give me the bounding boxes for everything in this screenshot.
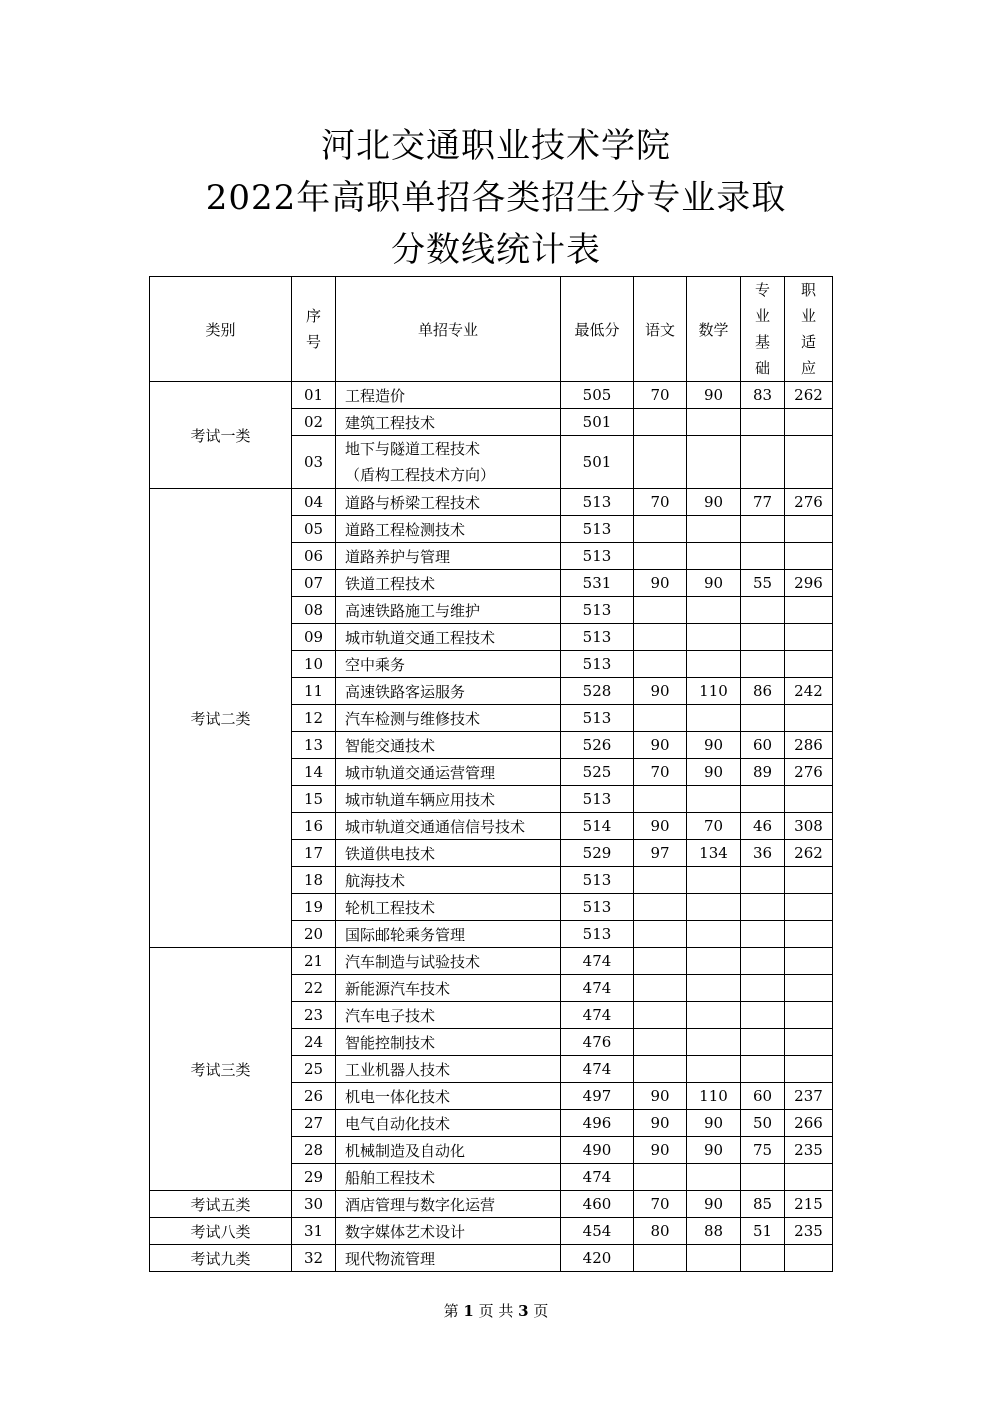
cell-major: [336, 436, 561, 489]
cell-min-score: 497: [561, 1083, 634, 1110]
cell-vocational: 266: [785, 1110, 833, 1137]
cell-chinese: [634, 1056, 687, 1083]
cell-min-score: 526: [561, 732, 634, 759]
cell-seq: 30: [292, 1191, 336, 1218]
cell-seq: 05: [292, 516, 336, 543]
header-prof-basic-char: 基: [754, 333, 770, 351]
cell-chinese: [634, 1029, 687, 1056]
table-row: [150, 1218, 833, 1245]
cell-seq: 14: [292, 759, 336, 786]
cell-major: [336, 382, 561, 409]
cell-seq: 31: [292, 1218, 336, 1245]
cell-min-score: 420: [561, 1245, 634, 1272]
cell-min-score: 501: [561, 436, 634, 489]
header-vocational-char: 适: [800, 333, 816, 351]
cell-vocational: [785, 651, 833, 678]
cell-major: [336, 813, 561, 840]
cell-chinese: 90: [634, 732, 687, 759]
major-line: 建筑工程技术: [345, 413, 436, 432]
cell-seq: 08: [292, 597, 336, 624]
major-line: （盾构工程技术方向）: [345, 466, 496, 484]
cell-seq: 22: [292, 975, 336, 1002]
cell-min-score: 501: [561, 409, 634, 436]
cell-seq: 02: [292, 409, 336, 436]
cell-math: 134: [687, 840, 741, 867]
cell-prof-basic: [741, 1164, 785, 1191]
cell-math: [687, 894, 741, 921]
major-line: 汽车制造与试验技术: [345, 952, 481, 971]
cell-min-score: 513: [561, 894, 634, 921]
major-line: 现代物流管理: [345, 1249, 436, 1268]
cell-seq: 04: [292, 489, 336, 516]
cell-math: 90: [687, 732, 741, 759]
header-vocational-char: 职: [800, 281, 816, 299]
cell-vocational: 276: [785, 489, 833, 516]
cell-prof-basic: [741, 975, 785, 1002]
cell-min-score: 513: [561, 705, 634, 732]
cell-chinese: [634, 867, 687, 894]
cell-vocational: 242: [785, 678, 833, 705]
cell-seq: 06: [292, 543, 336, 570]
major-line: 机电一体化技术: [345, 1087, 451, 1106]
cell-vocational: [785, 1029, 833, 1056]
cell-seq: 32: [292, 1245, 336, 1272]
cell-math: [687, 867, 741, 894]
cell-seq: 03: [292, 436, 336, 489]
cell-math: 90: [687, 759, 741, 786]
cell-prof-basic: [741, 1245, 785, 1272]
header-vocational: [785, 277, 833, 382]
cell-math: [687, 624, 741, 651]
cell-major: [336, 1191, 561, 1218]
cell-prof-basic: 36: [741, 840, 785, 867]
cell-chinese: [634, 1245, 687, 1272]
cell-math: 70: [687, 813, 741, 840]
cell-min-score: 513: [561, 597, 634, 624]
cell-seq: 23: [292, 1002, 336, 1029]
cell-vocational: [785, 786, 833, 813]
cell-chinese: [634, 436, 687, 489]
table-row: [150, 382, 833, 409]
cell-prof-basic: [741, 786, 785, 813]
cell-prof-basic: [741, 1002, 785, 1029]
title-line-1: 河北交通职业技术学院: [321, 126, 671, 166]
header-row: [150, 277, 833, 382]
cell-category: 考试三类: [150, 948, 292, 1191]
cell-vocational: [785, 516, 833, 543]
cell-chinese: [634, 516, 687, 543]
cell-math: 90: [687, 1137, 741, 1164]
cell-min-score: 476: [561, 1029, 634, 1056]
major-line: 工业机器人技术: [345, 1060, 451, 1079]
cell-major: [336, 1002, 561, 1029]
cell-major: [336, 651, 561, 678]
cell-vocational: [785, 624, 833, 651]
cell-chinese: [634, 894, 687, 921]
cell-vocational: [785, 894, 833, 921]
cell-vocational: [785, 1164, 833, 1191]
cell-seq: 16: [292, 813, 336, 840]
cell-major: [336, 975, 561, 1002]
cell-math: 90: [687, 1191, 741, 1218]
cell-major: [336, 597, 561, 624]
cell-chinese: [634, 921, 687, 948]
cell-major: [336, 1218, 561, 1245]
major-line: 工程造价: [345, 386, 406, 405]
cell-prof-basic: [741, 516, 785, 543]
cell-chinese: [634, 651, 687, 678]
cell-seq: 09: [292, 624, 336, 651]
major-line: 电气自动化技术: [345, 1114, 451, 1133]
cell-prof-basic: [741, 597, 785, 624]
cell-seq: 27: [292, 1110, 336, 1137]
cell-major: [336, 489, 561, 516]
cell-major: [336, 1056, 561, 1083]
cell-chinese: [634, 948, 687, 975]
cell-major: [336, 705, 561, 732]
cell-major: [336, 570, 561, 597]
cell-math: [687, 516, 741, 543]
cell-math: [687, 597, 741, 624]
cell-major: [336, 786, 561, 813]
header-major: 单招专业: [336, 277, 561, 382]
major-line: 道路工程检测技术: [345, 520, 466, 539]
cell-seq: 12: [292, 705, 336, 732]
cell-seq: 10: [292, 651, 336, 678]
cell-math: [687, 1245, 741, 1272]
major-line: 国际邮轮乘务管理: [345, 925, 466, 944]
cell-prof-basic: [741, 948, 785, 975]
major-line: 城市轨道车辆应用技术: [345, 790, 496, 809]
header-vocational-char: 应: [800, 359, 816, 377]
cell-prof-basic: [741, 409, 785, 436]
cell-vocational: [785, 1245, 833, 1272]
cell-vocational: [785, 1002, 833, 1029]
cell-vocational: [785, 975, 833, 1002]
cell-prof-basic: 60: [741, 1083, 785, 1110]
cell-min-score: 474: [561, 975, 634, 1002]
cell-min-score: 460: [561, 1191, 634, 1218]
cell-major: [336, 1164, 561, 1191]
cell-major: [336, 678, 561, 705]
cell-min-score: 525: [561, 759, 634, 786]
header-chinese: 语文: [634, 277, 687, 382]
cell-chinese: [634, 786, 687, 813]
cell-vocational: [785, 409, 833, 436]
header-seq: [292, 277, 336, 382]
cell-min-score: 514: [561, 813, 634, 840]
header-seq-char: 号: [305, 333, 321, 351]
cell-prof-basic: 60: [741, 732, 785, 759]
cell-math: [687, 786, 741, 813]
cell-math: [687, 1056, 741, 1083]
cell-math: 90: [687, 570, 741, 597]
cell-chinese: [634, 409, 687, 436]
cell-prof-basic: 86: [741, 678, 785, 705]
cell-math: [687, 543, 741, 570]
cell-chinese: 70: [634, 1191, 687, 1218]
cell-min-score: 513: [561, 786, 634, 813]
cell-chinese: 80: [634, 1218, 687, 1245]
cell-min-score: 529: [561, 840, 634, 867]
cell-prof-basic: [741, 705, 785, 732]
major-line: 城市轨道交通工程技术: [345, 628, 496, 647]
major-line: 道路与桥梁工程技术: [345, 493, 481, 512]
cell-seq: 01: [292, 382, 336, 409]
cell-major: [336, 840, 561, 867]
cell-vocational: [785, 705, 833, 732]
cell-chinese: [634, 975, 687, 1002]
cell-min-score: 513: [561, 867, 634, 894]
cell-chinese: 90: [634, 1083, 687, 1110]
table-body: [150, 382, 833, 1272]
cell-seq: 18: [292, 867, 336, 894]
cell-chinese: [634, 624, 687, 651]
cell-prof-basic: 51: [741, 1218, 785, 1245]
cell-major: [336, 624, 561, 651]
cell-category: 考试八类: [150, 1218, 292, 1245]
header-seq-char: 序: [305, 307, 321, 325]
cell-major: [336, 1029, 561, 1056]
major-line: 数字媒体艺术设计: [345, 1222, 466, 1241]
cell-min-score: 474: [561, 1164, 634, 1191]
major-line: 航海技术: [345, 871, 406, 890]
cell-category: 考试一类: [150, 382, 292, 489]
cell-major: [336, 409, 561, 436]
cell-category: 考试二类: [150, 489, 292, 948]
header-prof-basic: [741, 277, 785, 382]
header-category: 类别: [150, 277, 292, 382]
cell-min-score: 513: [561, 624, 634, 651]
footer-prefix: 第: [443, 1302, 459, 1320]
cell-min-score: 496: [561, 1110, 634, 1137]
cell-seq: 07: [292, 570, 336, 597]
table-row: [150, 948, 833, 975]
cell-seq: 29: [292, 1164, 336, 1191]
cell-seq: 13: [292, 732, 336, 759]
major-line: 空中乘务: [345, 655, 406, 674]
cell-category: 考试五类: [150, 1191, 292, 1218]
cell-min-score: 454: [561, 1218, 634, 1245]
cell-min-score: 490: [561, 1137, 634, 1164]
cell-chinese: 70: [634, 382, 687, 409]
cell-major: [336, 516, 561, 543]
major-line: 机械制造及自动化: [345, 1141, 466, 1160]
cell-seq: 24: [292, 1029, 336, 1056]
cell-chinese: [634, 705, 687, 732]
footer-page-number: 1: [463, 1302, 474, 1320]
cell-vocational: 235: [785, 1137, 833, 1164]
cell-seq: 17: [292, 840, 336, 867]
cell-min-score: 474: [561, 1002, 634, 1029]
cell-chinese: [634, 597, 687, 624]
cell-prof-basic: [741, 651, 785, 678]
cell-math: 88: [687, 1218, 741, 1245]
major-line: 新能源汽车技术: [345, 979, 451, 998]
cell-min-score: 531: [561, 570, 634, 597]
cell-major: [336, 1245, 561, 1272]
cell-seq: 15: [292, 786, 336, 813]
cell-math: [687, 948, 741, 975]
cell-prof-basic: [741, 1056, 785, 1083]
header-vocational-char: 业: [800, 307, 816, 325]
major-line: 城市轨道交通运营管理: [345, 763, 496, 782]
major-line: 汽车电子技术: [345, 1006, 436, 1025]
cell-chinese: [634, 1002, 687, 1029]
major-line: 铁道工程技术: [345, 574, 436, 593]
cell-vocational: [785, 436, 833, 489]
cell-prof-basic: [741, 543, 785, 570]
cell-chinese: 90: [634, 1110, 687, 1137]
major-line: 道路养护与管理: [345, 547, 451, 566]
cell-math: [687, 705, 741, 732]
cell-prof-basic: 75: [741, 1137, 785, 1164]
cell-vocational: [785, 948, 833, 975]
table-row: [150, 489, 833, 516]
cell-chinese: 90: [634, 570, 687, 597]
header-prof-basic-char: 业: [754, 307, 770, 325]
cell-chinese: 90: [634, 813, 687, 840]
cell-prof-basic: [741, 624, 785, 651]
cell-seq: 25: [292, 1056, 336, 1083]
cell-vocational: 276: [785, 759, 833, 786]
cell-vocational: 296: [785, 570, 833, 597]
cell-vocational: [785, 867, 833, 894]
cell-seq: 11: [292, 678, 336, 705]
page-footer: [0, 1300, 992, 1321]
cell-major: [336, 1110, 561, 1137]
major-line: 汽车检测与维修技术: [345, 709, 481, 728]
cell-prof-basic: [741, 921, 785, 948]
cell-vocational: 237: [785, 1083, 833, 1110]
cell-major: [336, 1137, 561, 1164]
cell-prof-basic: 46: [741, 813, 785, 840]
cell-prof-basic: 55: [741, 570, 785, 597]
cell-chinese: [634, 1164, 687, 1191]
cell-prof-basic: 89: [741, 759, 785, 786]
cell-prof-basic: [741, 436, 785, 489]
major-line: 酒店管理与数字化运营: [345, 1195, 496, 1214]
cell-math: [687, 1002, 741, 1029]
cell-vocational: [785, 597, 833, 624]
cell-math: [687, 651, 741, 678]
cell-vocational: [785, 1056, 833, 1083]
cell-min-score: 474: [561, 1056, 634, 1083]
cell-math: [687, 436, 741, 489]
cell-major: [336, 948, 561, 975]
cell-chinese: 90: [634, 678, 687, 705]
cell-min-score: 513: [561, 516, 634, 543]
cell-vocational: 262: [785, 840, 833, 867]
cell-vocational: 286: [785, 732, 833, 759]
cell-min-score: 474: [561, 948, 634, 975]
cell-chinese: 70: [634, 489, 687, 516]
title-line-2: 2022年高职单招各类招生分专业录取: [205, 178, 787, 218]
cell-min-score: 505: [561, 382, 634, 409]
cell-seq: 19: [292, 894, 336, 921]
cell-prof-basic: [741, 1029, 785, 1056]
cell-min-score: 513: [561, 543, 634, 570]
cell-math: 110: [687, 678, 741, 705]
cell-prof-basic: [741, 894, 785, 921]
cell-major: [336, 921, 561, 948]
cell-major: [336, 543, 561, 570]
major-line: 轮机工程技术: [345, 898, 436, 917]
major-line: 地下与隧道工程技术: [345, 440, 481, 458]
cell-prof-basic: 77: [741, 489, 785, 516]
major-line: 高速铁路施工与维护: [345, 601, 481, 620]
cell-math: 90: [687, 489, 741, 516]
cell-prof-basic: 83: [741, 382, 785, 409]
major-line: 智能交通技术: [345, 736, 436, 755]
cell-major: [336, 894, 561, 921]
footer-middle: 页 共: [478, 1302, 514, 1320]
footer-total-pages: 3: [518, 1302, 529, 1320]
cell-seq: 21: [292, 948, 336, 975]
cell-math: 90: [687, 1110, 741, 1137]
cell-seq: 26: [292, 1083, 336, 1110]
header-min-score: 最低分: [561, 277, 634, 382]
cell-chinese: 70: [634, 759, 687, 786]
header-prof-basic-char: 础: [754, 359, 770, 377]
cell-prof-basic: 50: [741, 1110, 785, 1137]
cell-vocational: 215: [785, 1191, 833, 1218]
cell-chinese: [634, 543, 687, 570]
cell-major: [336, 732, 561, 759]
cell-math: [687, 975, 741, 1002]
cell-math: 90: [687, 382, 741, 409]
cell-major: [336, 1083, 561, 1110]
cell-seq: 20: [292, 921, 336, 948]
cell-min-score: 513: [561, 921, 634, 948]
cell-math: [687, 1029, 741, 1056]
cell-math: [687, 409, 741, 436]
cell-min-score: 513: [561, 489, 634, 516]
major-line: 铁道供电技术: [345, 844, 436, 863]
major-line: 城市轨道交通通信信号技术: [345, 817, 526, 836]
major-line: 智能控制技术: [345, 1033, 436, 1052]
cell-category: 考试九类: [150, 1245, 292, 1272]
score-table: [149, 276, 833, 1272]
cell-math: [687, 921, 741, 948]
cell-major: [336, 867, 561, 894]
table-row: [150, 1191, 833, 1218]
cell-major: [336, 759, 561, 786]
major-line: 高速铁路客运服务: [345, 682, 466, 701]
table-row: [150, 1245, 833, 1272]
major-line: 船舶工程技术: [345, 1168, 436, 1187]
footer-suffix: 页: [533, 1302, 549, 1320]
cell-vocational: [785, 921, 833, 948]
cell-vocational: 235: [785, 1218, 833, 1245]
cell-chinese: 97: [634, 840, 687, 867]
cell-vocational: 262: [785, 382, 833, 409]
cell-seq: 28: [292, 1137, 336, 1164]
cell-math: [687, 1164, 741, 1191]
cell-min-score: 528: [561, 678, 634, 705]
cell-vocational: [785, 543, 833, 570]
header-math: 数学: [687, 277, 741, 382]
header-prof-basic-char: 专: [754, 281, 770, 299]
title-line-3: 分数线统计表: [391, 230, 601, 270]
cell-prof-basic: 85: [741, 1191, 785, 1218]
cell-vocational: 308: [785, 813, 833, 840]
cell-chinese: 90: [634, 1137, 687, 1164]
cell-prof-basic: [741, 867, 785, 894]
cell-math: 110: [687, 1083, 741, 1110]
cell-min-score: 513: [561, 651, 634, 678]
